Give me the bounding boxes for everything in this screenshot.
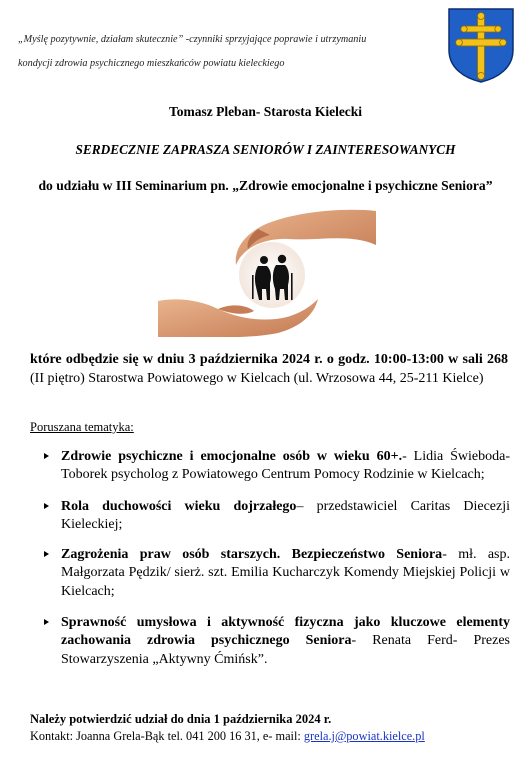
email-link[interactable]: grela.j@powiat.kielce.pl bbox=[303, 729, 425, 743]
arrow-bullet-icon bbox=[44, 453, 49, 459]
topic-speaker: – przedstawiciel Caritas Diecezji Kieleckiej; bbox=[61, 499, 511, 533]
seminar-line bbox=[0, 178, 531, 194]
header-line-1: „Myślę pozytywnie, działam skutecznie” -czynniki sprzyjające poprawie i utrzymaniu bbox=[18, 34, 367, 45]
event-location: (II piętro) Starostwa Powiatowego w Kielcach (ul. Wrzosowa 44, 25-211 Kielce) bbox=[30, 370, 484, 386]
coat-of-arms-icon bbox=[446, 6, 516, 84]
seminar-prefix: do udziału w III Seminarium pn. bbox=[38, 178, 233, 193]
contact-line bbox=[30, 729, 425, 744]
contact-text: Kontakt: Joanna Grela-Bąk tel. 041 200 16 31, e- mail: bbox=[30, 729, 304, 743]
arrow-bullet-icon bbox=[44, 619, 49, 625]
arrow-bullet-icon bbox=[44, 551, 49, 557]
header-line-2: kondycji zdrowia psychicznego mieszkańców powiatu kieleckiego bbox=[18, 58, 285, 69]
confirm-deadline: Należy potwierdzić udział do dnia 1 października 2024 r. bbox=[30, 712, 332, 726]
topic-speaker: - Lidia Świeboda-Toborek psycholog z Powiatowego Centrum Pomocy Rodzinie w Kielcach; bbox=[61, 449, 510, 483]
topic-item bbox=[44, 546, 510, 601]
arrow-bullet-icon bbox=[44, 503, 49, 509]
topic-speaker: - Renata Ferd- Prezes Stowarzyszenia „Aktywny Ćmińsk”. bbox=[61, 633, 510, 667]
topic-speaker: - mł. asp. Małgorzata Pędzik/ sierż. szt. Emilia Kucharczyk Komendy Miejskiej Policji w Kielcach; bbox=[61, 547, 510, 599]
topic-item bbox=[44, 498, 510, 535]
event-date: które odbędzie się w dniu 3 października 2024 r. o godz. 10:00-13:00 bbox=[30, 352, 444, 367]
topics-label: Poruszana tematyka: bbox=[30, 420, 134, 434]
invitation-line: SERDECZNIE ZAPRASZA SENIORÓW I ZAINTERESOWANYCH bbox=[75, 142, 456, 157]
event-details bbox=[30, 351, 508, 388]
seminar-title: „Zdrowie emocjonalne i psychiczne Seniora” bbox=[232, 178, 493, 193]
topic-title: Zdrowie psychiczne i emocjonalne osób w wieku 60+. bbox=[61, 449, 403, 464]
organizer-line: Tomasz Pleban- Starosta Kielecki bbox=[168, 104, 363, 119]
topic-title: Sprawność umysłowa i aktywność fizyczna jako kluczowe elementy zachowania zdrowia psychicznego Seniora bbox=[61, 615, 510, 649]
event-room: w sali 268 bbox=[448, 352, 509, 367]
hands-elderly-couple-icon bbox=[158, 205, 376, 337]
topic-item bbox=[44, 448, 510, 485]
topic-title: Zagrożenia praw osób starszych. Bezpieczeństwo Seniora bbox=[61, 547, 443, 562]
topic-item bbox=[44, 614, 510, 669]
topic-title: Rola duchowości wieku dojrzałego bbox=[61, 499, 297, 514]
